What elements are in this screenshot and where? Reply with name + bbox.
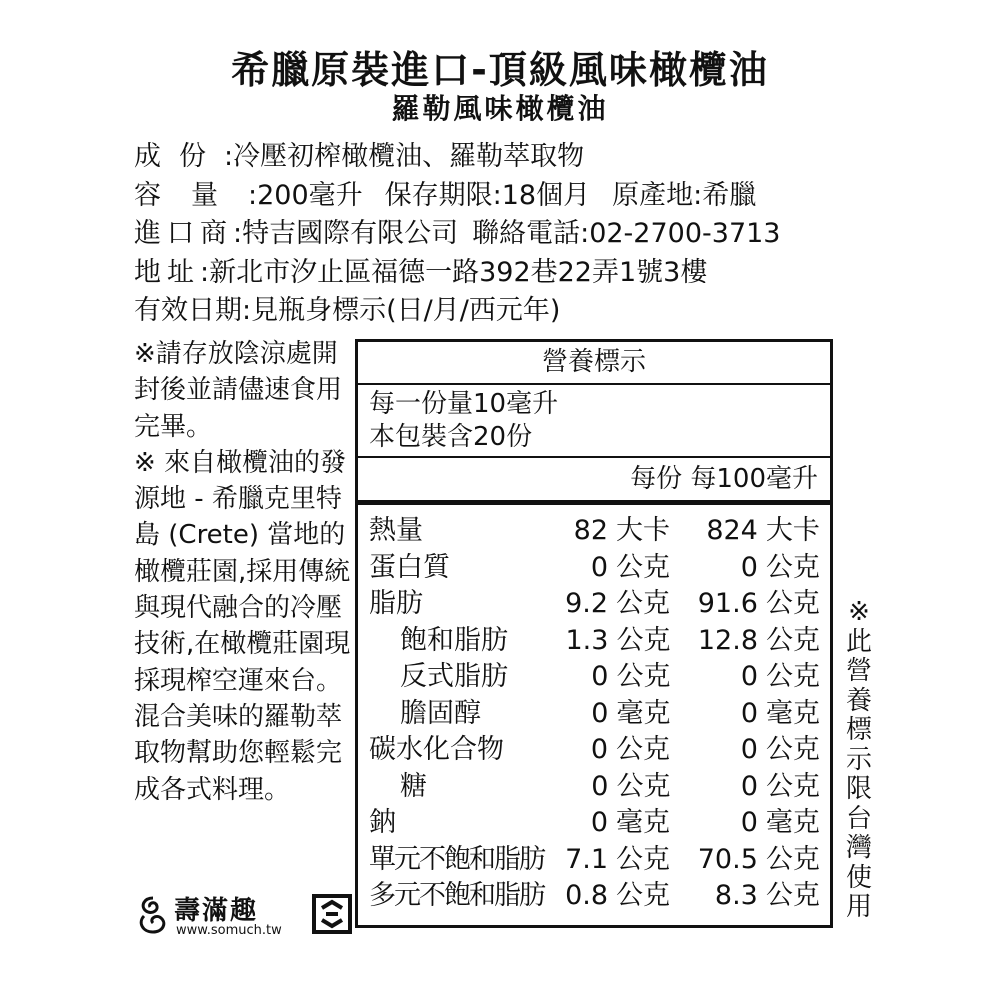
nutrient-name: 反式脂肪 (400, 661, 508, 692)
per-serving-unit: 公克 (616, 588, 671, 619)
per-serving-unit: 公克 (616, 661, 671, 692)
per-100ml-unit: 公克 (765, 551, 820, 583)
per-100ml-value: 70.5 (697, 843, 758, 875)
origin-story: ※ 來自橄欖油的發源地 - 希臘克里特島 (Crete) 當地的橄欖莊園,採用傳統與現代融合的冷壓技術,在橄欖莊園現採現榨空運來台。混合美味的羅勒萃取物幫助您輕鬆完成各式料理。 (134, 447, 351, 805)
per-100ml-value: 0 (740, 770, 758, 802)
address-value: :新北市汐止區福德一路392巷22弄1號3樓 (200, 256, 708, 288)
nutrition-title: 營養標示 (358, 342, 830, 385)
ingredients-value: :冷壓初榨橄欖油、羅勒萃取物 (224, 141, 585, 172)
phone: 聯絡電話:02-2700-3713 (472, 218, 781, 249)
per-serving-unit: 公克 (616, 624, 671, 656)
nutrient-name: 單元不飽和脂肪 (369, 843, 544, 875)
per-100ml-unit: 公克 (765, 734, 820, 765)
importer-label: 進口商 (134, 218, 233, 249)
per-serving-value: 0 (591, 770, 609, 802)
per-serving-unit: 公克 (616, 880, 671, 911)
nutrition-row (358, 623, 830, 660)
per-100ml-unit: 公克 (766, 661, 820, 692)
product-subtitle: 羅勒風味橄欖油 (391, 92, 609, 125)
product-info-block (134, 138, 780, 331)
brand-logo (136, 890, 356, 946)
address-line (134, 254, 780, 293)
nutrient-name: 碳水化合物 (369, 734, 504, 765)
nutrition-row (358, 586, 830, 623)
origin: 原產地:希臘 (612, 179, 757, 211)
per-100ml-unit: 公克 (765, 588, 820, 619)
brand-swirl-icon (136, 894, 170, 936)
per-serving-value: 1.3 (565, 624, 609, 656)
nutrient-name: 脂肪 (369, 588, 423, 619)
nutrition-column-header: 每份 每100毫升 (358, 458, 830, 505)
nutrient-name: 糖 (400, 770, 427, 802)
volume-value: :200毫升 (248, 179, 363, 211)
importer-line (134, 215, 780, 254)
per-serving-value: 0 (591, 697, 609, 729)
servings-per-pack: 本包裝含20份 (369, 422, 533, 452)
per-serving-value: 7.1 (565, 843, 609, 875)
per-serving-unit: 公克 (616, 734, 671, 765)
nutrient-name: 鈉 (369, 807, 396, 838)
per-serving-unit: 公克 (616, 843, 671, 875)
per-100ml-value: 8.3 (714, 880, 758, 911)
nutrition-row (358, 805, 830, 842)
per-serving-value: 0 (590, 734, 609, 765)
nutrition-rows (358, 505, 830, 915)
per-serving-unit: 公克 (616, 551, 671, 583)
per-serving-value: 9.2 (565, 588, 609, 619)
per-100ml-value: 0 (740, 807, 758, 838)
importer-value: :特吉國際有限公司 (233, 218, 459, 249)
per-100ml-value: 0 (740, 734, 758, 765)
taiwan-only-notice (842, 598, 876, 923)
per-100ml-value: 824 (706, 515, 758, 546)
nutrition-row (358, 842, 830, 879)
per-100ml-unit: 公克 (765, 843, 820, 875)
serving-size: 每一份量10毫升 (369, 389, 559, 419)
brand-name: 壽滿趣 (174, 896, 259, 926)
volume-line (134, 177, 780, 216)
per-100ml-value: 0 (740, 661, 758, 692)
address-label: 地址 (134, 256, 200, 288)
per-100ml-unit: 公克 (766, 770, 820, 802)
per-serving-value: 0 (590, 807, 609, 838)
ingredients-line (134, 138, 780, 177)
expiry-line: 有效日期:見瓶身標示(日/月/西元年) (134, 295, 561, 326)
nutrition-row (358, 696, 830, 733)
serving-info (358, 385, 830, 458)
notice-text: ※此營養標示限台灣使用 (845, 597, 872, 922)
nutrition-facts-panel (355, 339, 833, 928)
per-100ml-unit: 大卡 (765, 515, 820, 546)
per-100ml-value: 12.8 (697, 624, 758, 656)
per-serving-unit: 毫克 (616, 697, 671, 729)
per-100ml-unit: 毫克 (766, 697, 820, 729)
per-100ml-unit: 公克 (765, 880, 820, 911)
nutrition-row (358, 550, 830, 587)
nutrition-row (358, 732, 830, 769)
nutrient-name: 多元不飽和脂肪 (369, 880, 544, 911)
nutrient-name: 熱量 (369, 515, 423, 546)
per-100ml-value: 0 (740, 551, 758, 583)
per-serving-unit: 公克 (616, 770, 671, 802)
volume-label: 容量 (134, 179, 248, 211)
shelf-life: 保存期限:18個月 (384, 179, 591, 211)
per-serving-unit: 毫克 (616, 807, 671, 838)
nutrition-row (358, 769, 830, 806)
per-100ml-unit: 公克 (766, 624, 820, 656)
per-100ml-value: 0 (740, 697, 758, 729)
nutrition-row (358, 878, 830, 915)
nutrient-name: 膽固醇 (400, 697, 481, 729)
per-100ml-unit: 毫克 (765, 807, 820, 838)
per-serving-value: 0.8 (565, 880, 609, 911)
nutrition-row (358, 659, 830, 696)
nutrient-name: 蛋白質 (369, 551, 450, 583)
per-serving-unit: 大卡 (616, 515, 671, 546)
nutrition-row (358, 513, 830, 550)
per-serving-value: 82 (573, 515, 609, 546)
side-description (134, 336, 354, 808)
nutrient-name: 飽和脂肪 (400, 624, 508, 656)
per-100ml-value: 91.6 (697, 588, 758, 619)
product-title: 希臘原裝進口-頂級風味橄欖油 (231, 48, 769, 92)
storage-note: ※請存放陰涼處開封後並請儘速食用完畢。 (134, 339, 343, 442)
ingredients-label: 成份 (134, 141, 224, 172)
per-serving-value: 0 (591, 661, 609, 692)
recycle-symbol-icon (312, 894, 352, 934)
per-serving-value: 0 (590, 551, 609, 583)
brand-url: www.somuch.tw (176, 923, 282, 938)
